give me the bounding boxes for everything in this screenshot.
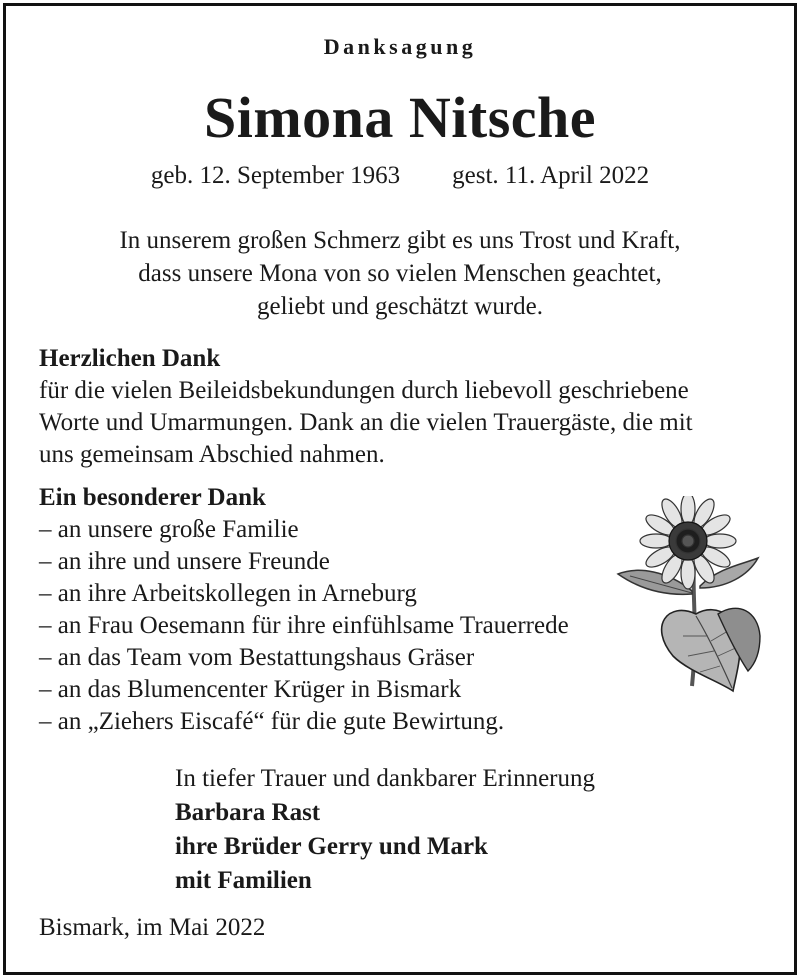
notice-card (3, 3, 797, 975)
special-thanks-list (39, 514, 569, 738)
deceased-name: Simona Nitsche (203, 85, 597, 150)
thanks-line: Worte und Umarmungen. Dank an die vielen Trauergäste, die mit (39, 409, 693, 436)
life-dates (6, 162, 794, 190)
signature-name: Barbara Rast (175, 799, 321, 826)
list-item: – an das Team vom Bestattungshaus Gräser (39, 644, 475, 671)
death-date: gest. 11. April 2022 (452, 162, 650, 189)
quote (6, 224, 794, 323)
quote-line: geliebt und geschätzt wurde. (256, 293, 543, 320)
quote-line: dass unsere Mona von so vielen Menschen geachtet, (138, 260, 662, 287)
notice-kicker: Danksagung (323, 34, 477, 59)
quote-line: In unserem großen Schmerz gibt es uns Trost und Kraft, (119, 227, 681, 254)
list-item: – an ihre und unsere Freunde (39, 548, 330, 575)
list-item: – an ihre Arbeitskollegen in Arneburg (39, 580, 417, 607)
place-date: Bismark, im Mai 2022 (39, 914, 266, 941)
special-thanks-section (39, 482, 569, 738)
signature-intro: In tiefer Trauer und dankbarer Erinnerung (175, 765, 595, 792)
thanks-line: für die vielen Beileidsbekundungen durch liebevoll geschriebene (39, 377, 689, 404)
signature-name: mit Familien (175, 867, 312, 894)
thanks-line: uns gemeinsam Abschied nahmen. (39, 441, 385, 468)
list-item: – an „Ziehers Eiscafé“ für die gute Bewirtung. (39, 708, 505, 735)
list-item: – an Frau Oesemann für ihre einfühlsame Trauerrede (39, 612, 569, 639)
special-thanks-title: Ein besonderer Dank (39, 484, 266, 511)
list-item: – an das Blumencenter Krüger in Bismark (39, 676, 462, 703)
birth-date: geb. 12. September 1963 (150, 162, 401, 189)
sunflower-icon (608, 496, 768, 696)
thanks-title: Herzlichen Dank (39, 345, 221, 372)
list-item: – an unsere große Familie (39, 516, 299, 543)
thanks-section (39, 343, 779, 471)
signature-block (175, 762, 595, 898)
signature-name: ihre Brüder Gerry und Mark (175, 833, 488, 860)
